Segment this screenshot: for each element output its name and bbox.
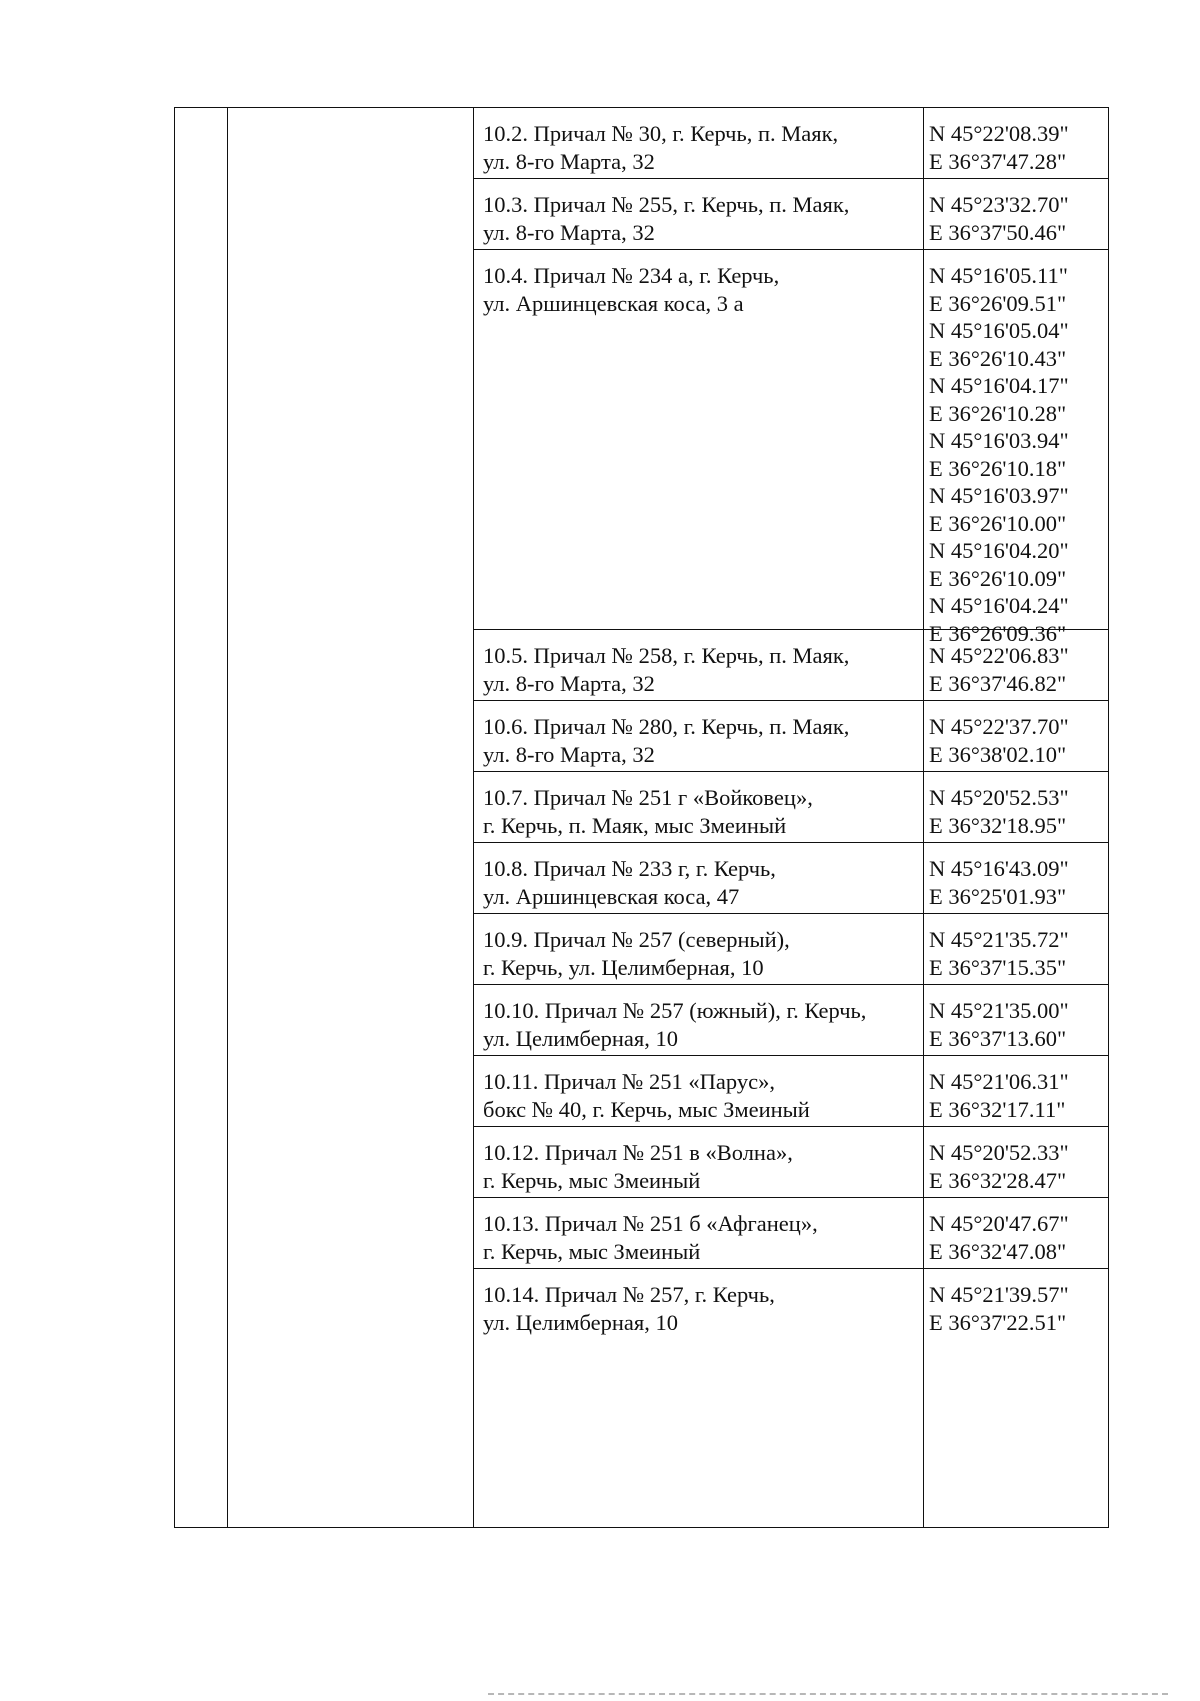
- berth-name-cell: 10.7. Причал № 251 г «Войковец», г. Керчь, п. Маяк, мыс Змеиный: [483, 785, 813, 838]
- coordinates-cell: [929, 1139, 1069, 1194]
- coordinates-cell: [929, 642, 1069, 697]
- coordinates-cell: [929, 1068, 1069, 1123]
- berth-name-cell: 10.6. Причал № 280, г. Керчь, п. Маяк, ул. 8-го Марта, 32: [483, 714, 850, 767]
- coordinate-value: N 45°21'06.31": [929, 1069, 1069, 1094]
- coordinates-cell: [929, 855, 1069, 910]
- coordinate-value: E 36°37'15.35": [929, 954, 1067, 980]
- coordinates-cell: [929, 926, 1069, 981]
- coordinate-value: N 45°20'52.53": [929, 785, 1069, 810]
- coordinate-value: N 45°22'08.39": [929, 121, 1069, 146]
- coordinate-value: E 36°26'10.09": [929, 565, 1067, 591]
- column-divider-1: [227, 108, 228, 1527]
- coordinate-value: E 36°32'28.47": [929, 1167, 1067, 1193]
- coordinates-cell: [929, 262, 1069, 647]
- table-row: [473, 701, 1108, 772]
- table-row: [473, 179, 1108, 250]
- coordinate-value: N 45°16'03.94": [929, 428, 1069, 453]
- coordinate-value: E 36°26'09.51": [929, 290, 1067, 316]
- coordinate-value: N 45°22'06.83": [929, 643, 1069, 668]
- coordinate-value: E 36°32'17.11": [929, 1096, 1066, 1122]
- coordinate-value: E 36°38'02.10": [929, 741, 1067, 767]
- coordinate-value: E 36°26'10.18": [929, 455, 1067, 481]
- coordinate-value: N 45°16'03.97": [929, 483, 1069, 508]
- coordinate-value: N 45°16'04.24": [929, 593, 1069, 618]
- table-row: [473, 985, 1108, 1056]
- coordinate-value: E 36°37'50.46": [929, 219, 1067, 245]
- coordinates-cell: [929, 713, 1069, 768]
- table-row: [473, 1269, 1108, 1409]
- coordinates-cell: [929, 1210, 1069, 1265]
- coordinate-value: E 36°37'46.82": [929, 670, 1067, 696]
- coordinates-cell: [929, 784, 1069, 839]
- coordinate-value: N 45°16'05.04": [929, 318, 1069, 343]
- table-row: [473, 772, 1108, 843]
- berth-table: [174, 107, 1109, 1528]
- table-row: [473, 914, 1108, 985]
- table-row: [473, 1198, 1108, 1269]
- berth-name-cell: 10.13. Причал № 251 б «Афганец», г. Керчь, мыс Змеиный: [483, 1211, 818, 1264]
- coordinate-value: E 36°32'18.95": [929, 812, 1067, 838]
- berth-name-cell: 10.9. Причал № 257 (северный), г. Керчь, ул. Целимберная, 10: [483, 927, 790, 980]
- coordinate-value: N 45°16'43.09": [929, 856, 1069, 881]
- coordinate-value: E 36°26'09.36": [929, 620, 1067, 646]
- berth-name-cell: 10.12. Причал № 251 в «Волна», г. Керчь, мыс Змеиный: [483, 1140, 793, 1193]
- berth-name-cell: 10.10. Причал № 257 (южный), г. Керчь, ул. Целимберная, 10: [483, 998, 867, 1051]
- coordinate-value: E 36°25'01.93": [929, 883, 1067, 909]
- berth-name-cell: 10.5. Причал № 258, г. Керчь, п. Маяк, ул. 8-го Марта, 32: [483, 643, 850, 696]
- coordinates-cell: [929, 120, 1069, 175]
- table-row: [473, 1127, 1108, 1198]
- coordinate-value: N 45°16'04.20": [929, 538, 1069, 563]
- coordinate-value: N 45°16'05.11": [929, 263, 1068, 288]
- table-row: [473, 1056, 1108, 1127]
- coordinates-cell: [929, 1281, 1069, 1336]
- coordinates-cell: [929, 997, 1069, 1052]
- coordinate-value: E 36°37'47.28": [929, 148, 1067, 174]
- coordinate-value: E 36°26'10.43": [929, 345, 1067, 371]
- coordinate-value: N 45°22'37.70": [929, 714, 1069, 739]
- coordinate-value: E 36°26'10.00": [929, 510, 1067, 536]
- coordinate-value: E 36°37'22.51": [929, 1309, 1067, 1335]
- coordinate-value: N 45°20'52.33": [929, 1140, 1069, 1165]
- coordinate-value: E 36°37'13.60": [929, 1025, 1067, 1051]
- coordinates-cell: [929, 191, 1069, 246]
- table-row: [473, 630, 1108, 701]
- berth-name-cell: 10.3. Причал № 255, г. Керчь, п. Маяк, ул. 8-го Марта, 32: [483, 192, 850, 245]
- berth-name-cell: 10.14. Причал № 257, г. Керчь, ул. Целимберная, 10: [483, 1282, 775, 1335]
- berth-name-cell: 10.2. Причал № 30, г. Керчь, п. Маяк, ул. 8-го Марта, 32: [483, 121, 839, 174]
- coordinate-value: N 45°21'39.57": [929, 1282, 1069, 1307]
- coordinate-value: E 36°26'10.28": [929, 400, 1067, 426]
- berth-name-cell: 10.4. Причал № 234 а, г. Керчь, ул. Аршинцевская коса, 3 а: [483, 263, 780, 316]
- coordinate-value: N 45°16'04.17": [929, 373, 1069, 398]
- coordinate-value: N 45°23'32.70": [929, 192, 1069, 217]
- berth-name-cell: 10.11. Причал № 251 «Парус», бокс № 40, г. Керчь, мыс Змеиный: [483, 1069, 810, 1122]
- coordinate-value: N 45°21'35.00": [929, 998, 1069, 1023]
- coordinate-value: N 45°20'47.67": [929, 1211, 1069, 1236]
- berth-name-cell: 10.8. Причал № 233 г, г. Керчь, ул. Аршинцевская коса, 47: [483, 856, 776, 909]
- coordinate-value: N 45°21'35.72": [929, 927, 1069, 952]
- table-row: [473, 250, 1108, 646]
- footer-scan-artifact: [488, 1693, 1168, 1697]
- table-rows: [473, 108, 1108, 1527]
- table-row: [473, 108, 1108, 179]
- table-row: [473, 843, 1108, 914]
- coordinate-value: E 36°32'47.08": [929, 1238, 1067, 1264]
